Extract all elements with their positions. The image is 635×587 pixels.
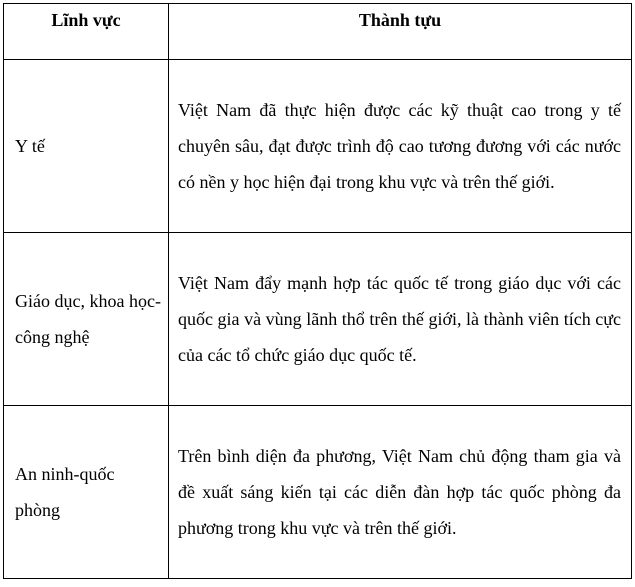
header-achievement: Thành tựu [169, 4, 632, 60]
achievement-cell-health: Việt Nam đã thực hiện được các kỹ thuật cao trong y tế chuyên sâu, đạt được trình độ cao tương đương với các nước có nền y học hiện đại trong khu vực và trên thế giới. [169, 60, 632, 233]
table-row [4, 60, 632, 233]
table-row [4, 233, 632, 406]
header-field: Lĩnh vực [4, 4, 169, 60]
achievement-cell-education: Việt Nam đẩy mạnh hợp tác quốc tế trong giáo dục với các quốc gia và vùng lãnh thổ trên thế giới, là thành viên tích cực của các tổ chức giáo dục quốc tế. [169, 233, 632, 406]
header-row [4, 4, 632, 60]
field-cell-education: Giáo dục, khoa học- công nghệ [4, 233, 169, 406]
table-row [4, 406, 632, 579]
achievement-cell-defense: Trên bình diện đa phương, Việt Nam chủ động tham gia và đề xuất sáng kiến tại các diễn đàn hợp tác quốc phòng đa phương trong khu vực và trên thế giới. [169, 406, 632, 579]
field-cell-health: Y tế [4, 60, 169, 233]
achievements-table [3, 3, 632, 579]
field-cell-defense: An ninh-quốc phòng [4, 406, 169, 579]
